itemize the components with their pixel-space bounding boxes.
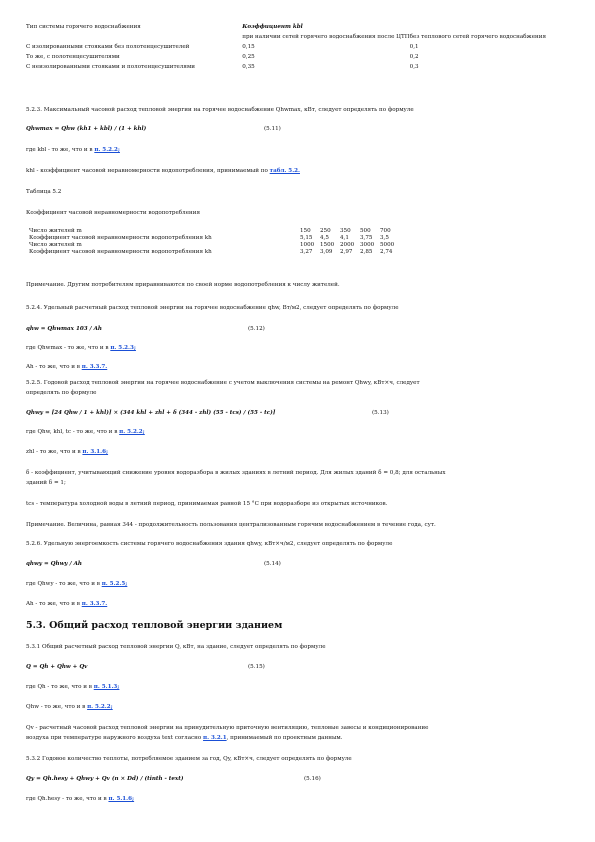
table-cell: 2000 xyxy=(340,241,355,248)
formula-number: (5.16) xyxy=(304,776,321,782)
paragraph-5-2-5-line1: 5.2.5. Годовой расход тепловой энергии на горячее водоснабжение с учетом выключения системы на ремонт Qhwy, кВт×ч, следует xyxy=(26,380,420,386)
table-cell: 150 xyxy=(300,228,311,234)
formula-number: (5.13) xyxy=(372,410,389,416)
table-cell: 0,15 xyxy=(242,43,255,50)
formula-number: (5.14) xyxy=(264,561,281,567)
table-cell: 350 xyxy=(340,228,351,234)
table-cell: 5000 xyxy=(380,241,395,248)
paragraph-5-2-4: 5.2.4. Удельный расчетный расход тепловой энергии на горячее водоснабжение qhw, Вт/м2, следует определять по формуле xyxy=(26,305,399,311)
table-title: Таблица 5.2 xyxy=(26,189,62,195)
table-cell: 3,09 xyxy=(320,248,333,255)
formula-number: (5.11) xyxy=(264,126,281,132)
table-row xyxy=(26,44,546,54)
link-table-5-2[interactable]: табл. 5.2. xyxy=(269,168,300,174)
table-hourly-unevenness xyxy=(29,228,394,256)
where-line: где kbl - то же, что и в п. 5.2.2; xyxy=(26,147,120,153)
table-cell: Коэффициент часовой неравномерности водопотребления kh xyxy=(29,248,212,255)
table-cell: 3,5 xyxy=(380,234,389,241)
table-cell: 2,85 xyxy=(360,248,373,255)
where-line: Ah - то же, что и в п. 3.3.7. xyxy=(26,364,108,370)
delta-definition-line2: зданий δ = 1; xyxy=(26,480,66,486)
where-line: zhl - то же, что и в п. 3.1.6; xyxy=(26,449,109,455)
table-cell: 500 xyxy=(360,228,371,234)
where-line: Qhw - то же, что и в п. 5.2.2; xyxy=(26,704,113,710)
table-cell: То же, с полотенцесушителями xyxy=(26,53,120,60)
formula-number: (5.15) xyxy=(248,664,265,670)
table-cell: 4,1 xyxy=(340,234,349,241)
formula-5-15: Q = Qh + Qhw + Qv xyxy=(26,664,88,670)
table-cell: Число жителей m xyxy=(29,228,82,234)
table-cell: 3000 xyxy=(360,241,375,248)
table-cell: 700 xyxy=(380,228,391,234)
table-cell: 1000 xyxy=(300,241,315,248)
table-row xyxy=(29,235,394,242)
formula-5-14: qhwy = Qhwy / Ah xyxy=(26,561,82,567)
table-cell: 0,35 xyxy=(242,63,255,70)
table-cell: 5,15 xyxy=(300,234,313,241)
where-line: где Qh.hesy - то же, что и в п. 5.1.6; xyxy=(26,796,135,802)
kh-definition: khl - коэффициент часовой неравномерности водопотребления, принимаемый по табл. 5.2. xyxy=(26,168,300,174)
table-row xyxy=(26,54,546,64)
where-line: где Qhw, khl, tc - то же, что и в п. 5.2.2; xyxy=(26,429,145,435)
table-cell: 3,75 xyxy=(360,234,373,241)
table-subheader-cell: без теплового сетей горячего водоснабжения xyxy=(409,33,546,40)
paragraph-5-3-1: 5.3.1 Общий расчетный расход тепловой энергии Q, кВт, на здание, следует определять по формуле xyxy=(26,644,326,650)
section-heading-5-3: 5.3. Общий расход тепловой энергии зданием xyxy=(26,620,283,631)
table-cell: 0,1 xyxy=(409,43,419,50)
link-p-3-3-7[interactable]: п. 3.3.7. xyxy=(81,364,108,370)
formula-5-13: Qhwy = [24 Qhw / 1 + khl)] × (344 khl + zhl + δ (344 - zhl) (55 - tcs) / (55 - tc)] xyxy=(26,410,276,416)
table-cell: 3,27 xyxy=(300,248,313,255)
table-row xyxy=(29,228,394,235)
where-line: где Qh - то же, что и в п. 5.1.3; xyxy=(26,684,120,690)
formula-5-11: Qhwmax = Qhw (kh1 + kbl) / (1 + khl) xyxy=(26,126,147,132)
table-cell: 0,3 xyxy=(409,63,419,70)
table-row xyxy=(29,242,394,249)
delta-definition-line1: δ - коэффициент, учитывающий снижение уровня водоразбора в жилых зданиях в летний период. Для жилых зданий δ = 0,8; для остальных xyxy=(26,470,446,476)
table-caption: Коэффициент часовой неравномерности водопотребления xyxy=(26,210,201,216)
link-p-5-2-2[interactable]: п. 5.2.2; xyxy=(119,429,145,435)
where-line: где Qhwy - то же, что и в п. 5.2.5; xyxy=(26,581,128,587)
note-344: Примечание. Величина, равная 344 - продолжительность пользования централизованным горячим водоснабжением в течение года, сут. xyxy=(26,522,436,528)
table-note: Примечание. Другим потребителям приравниваются по своей норме водопотребления к числу жителей. xyxy=(26,282,340,288)
link-p-3-1-6[interactable]: п. 3.1.6; xyxy=(82,449,109,455)
link-p-5-2-2[interactable]: п. 5.2.2; xyxy=(87,704,113,710)
link-p-5-2-2[interactable]: п. 5.2.2; xyxy=(94,147,120,153)
table-cell: 2,74 xyxy=(380,248,393,255)
where-line: Ah - то же, что и в п. 3.3.7. xyxy=(26,601,108,607)
table-cell: Коэффициент часовой неравномерности водопотребления kh xyxy=(29,234,212,241)
table-cell: 1500 xyxy=(320,241,335,248)
table-header-cell: Тип системы горячего водоснабжения xyxy=(26,24,141,30)
table-cell: 4,5 xyxy=(320,234,329,241)
link-p-5-2-3[interactable]: п. 5.2.3; xyxy=(110,345,136,351)
table-header-cell: Коэффициент kbl xyxy=(242,24,303,30)
table-row xyxy=(26,64,546,74)
link-p-3-3-7[interactable]: п. 3.3.7. xyxy=(81,601,108,607)
table-cell: 250 xyxy=(320,228,331,234)
table-subheader-cell: при наличии сетей горячего водоснабжения после ЦТП xyxy=(242,33,410,40)
table-row xyxy=(29,249,394,256)
table-cell: С неизолированными стояками и полотенцесушителями xyxy=(26,63,196,70)
qv-definition-line2: воздуха при температуре наружного воздуха text согласно п. 3.2.1, принимаемый по проектным данным. xyxy=(26,735,343,741)
paragraph-5-2-3: 5.2.3. Максимальный часовой расход тепловой энергии на горячее водоснабжение Qhwmax, кВт, следует определять по формуле xyxy=(26,107,414,113)
where-line: где Qhwmax - то же, что и в п. 5.2.3; xyxy=(26,345,136,351)
link-p-5-2-5[interactable]: п. 5.2.5; xyxy=(101,581,128,587)
formula-5-12: qhw = Qhwmax 103 / Ah xyxy=(26,326,102,332)
table-hot-water-coefficients xyxy=(26,24,546,74)
table-cell: 0,25 xyxy=(242,53,255,60)
link-p-5-1-3[interactable]: п. 5.1.3; xyxy=(93,684,120,690)
paragraph-5-2-5-line2: определять по формуле xyxy=(26,390,97,396)
table-cell: Число жителей m xyxy=(29,241,82,248)
link-p-3-2-1[interactable]: п. 3.2.1 xyxy=(203,735,227,741)
paragraph-5-3-2: 5.3.2 Годовое количество теплоты, потребляемое зданием за год, Qy, кВт×ч, следует определять по формуле xyxy=(26,756,352,762)
tcs-definition: tcs - температура холодной воды в летний период, принимаемая равной 15 °С при водоразборе из открытых источников. xyxy=(26,501,388,507)
formula-5-16: Qy = Qh.hesy + Qhwy + Qv (n × Dd) / (tinth - text) xyxy=(26,776,184,782)
table-cell: 2,97 xyxy=(340,248,353,255)
table-cell: 0,2 xyxy=(409,53,419,60)
link-p-5-1-6[interactable]: п. 5.1.6; xyxy=(108,796,135,802)
table-cell: С изолированными стояками без полотенцесушителей xyxy=(26,43,190,50)
qv-definition-line1: Qv - расчетный часовой расход тепловой энергии на принудительную приточную вентиляцию, тепловые завесы и кондиционирование xyxy=(26,725,429,731)
paragraph-5-2-6: 5.2.6. Удельную энергоемкость системы горячего водоснабжения здания qhwy, кВт×ч/м2, следует определять по формуле xyxy=(26,541,393,547)
formula-number: (5.12) xyxy=(248,326,265,332)
